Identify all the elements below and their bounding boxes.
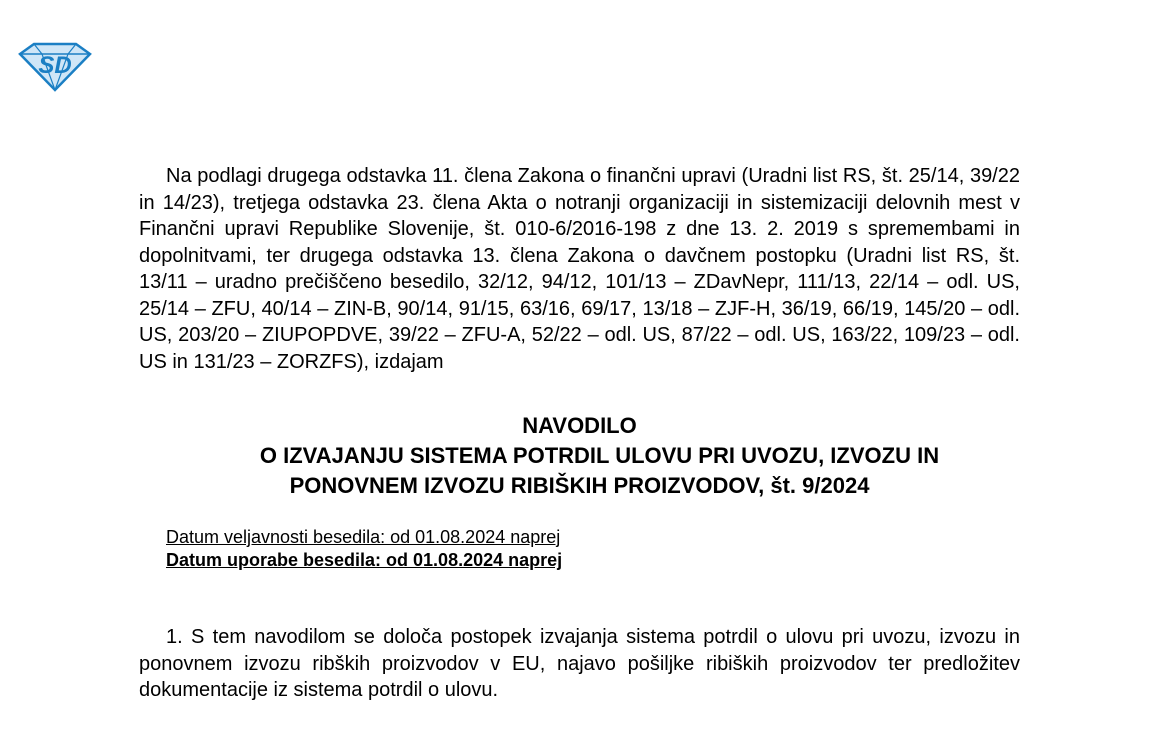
title-line-3: PONOVNEM IZVOZU RIBIŠKIH PROIZVODOV, št. 9/2024 bbox=[289, 473, 870, 498]
logo-text: SD bbox=[38, 52, 72, 79]
title-line-1: NAVODILO bbox=[522, 413, 637, 438]
applies-from-date: Datum uporabe besedila: od 01.08.2024 naprej bbox=[166, 550, 563, 570]
sd-diamond-logo-icon bbox=[18, 40, 92, 92]
document-title bbox=[139, 411, 1020, 501]
valid-from-date: Datum veljavnosti besedila: od 01.08.2024 naprej bbox=[166, 527, 561, 547]
document-body bbox=[139, 163, 1020, 704]
validity-block bbox=[139, 526, 1020, 572]
section-1-paragraph: 1. S tem navodilom se določa postopek izvajanja sistema potrdil o ulovu pri uvozu, izvozu in ponovnem izvozu ribških proizvodov v EU, najavo pošiljke ribiških proizvodov ter predložitev dokumentacije iz sistema potrdil o ulovu. bbox=[139, 626, 1020, 701]
intro-paragraph: Na podlagi drugega odstavka 11. člena Zakona o finančni upravi (Uradni list RS, št. 25/14, 39/22 in 14/23), tretjega odstavka 23. člena Akta o notranji organizaciji in sistemizaciji delovnih mest v Finančni upravi Republike Slovenije, št. 010-6/2016-198 z dne 13. 2. 2019 s spremembami in dopolnitvami, ter drugega odstavka 13. člena Zakona o davčnem postopku (Uradni list RS, št. 13/11 – uradno prečiščeno besedilo, 32/12, 94/12, 101/13 – ZDavNepr, 111/13, 22/14 – odl. US, 25/14 – ZFU, 40/14 – ZIN-B, 90/14, 91/15, 63/16, 69/17, 13/18 – ZJF-H, 36/19, 66/19, 145/20 – odl. US, 203/20 – ZIUPOPDVE, 39/22 – ZFU-A, 52/22 – odl. US, 87/22 – odl. US, 163/22, 109/23 – odl. US in 131/23 – ZORZFS), izdajam bbox=[139, 165, 1020, 373]
title-line-2: O IZVAJANJU SISTEMA POTRDIL ULOVU PRI UVOZU, IZVOZU IN bbox=[259, 443, 940, 468]
